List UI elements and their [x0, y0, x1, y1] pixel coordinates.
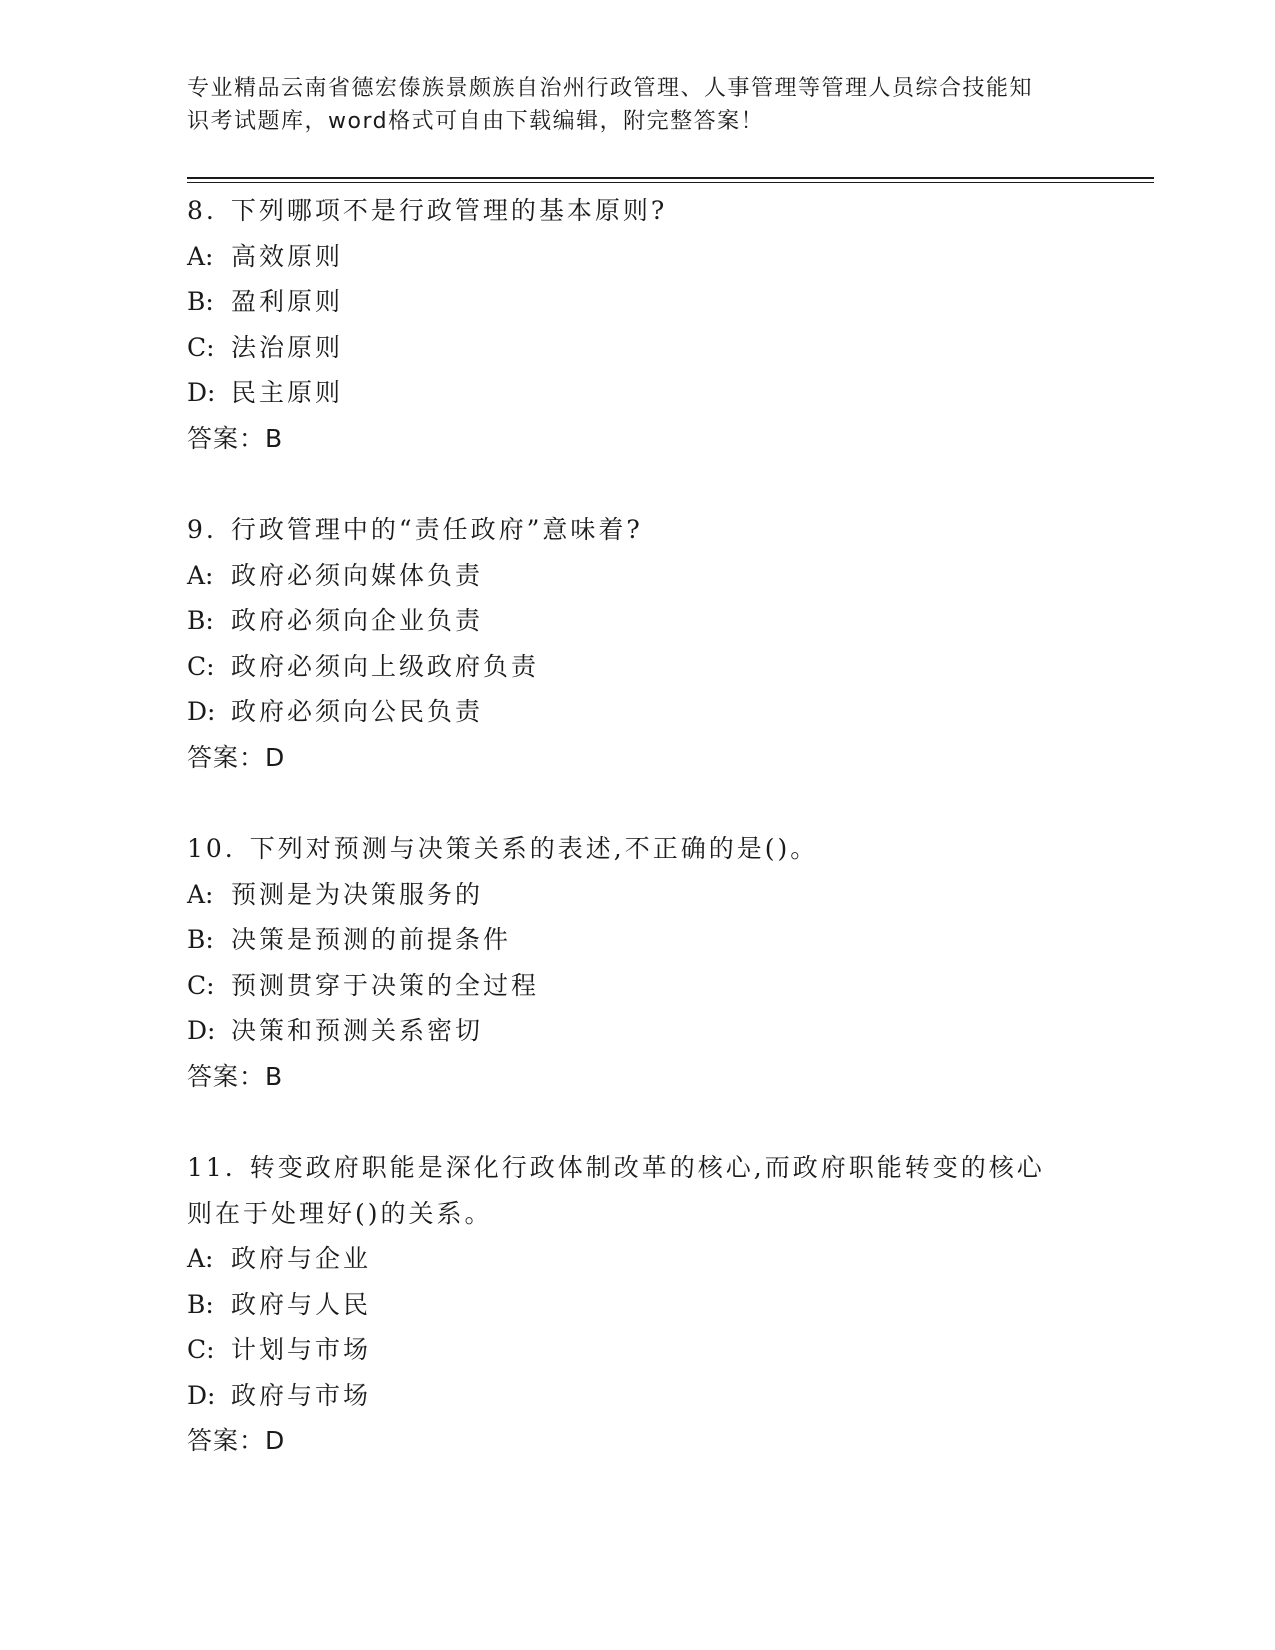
question-stem: [187, 1145, 1087, 1191]
option-b: [187, 598, 1087, 644]
option-key: C:: [187, 1335, 215, 1364]
option-d: [187, 1373, 1087, 1419]
option-text: 政府与人民: [231, 1289, 372, 1319]
option-key: C:: [187, 651, 215, 681]
option-text: 决策是预测的前提条件: [231, 925, 512, 954]
option-a: [187, 553, 1087, 599]
question-11: [187, 1145, 1087, 1464]
option-a: [187, 1236, 1087, 1282]
option-key: D:: [187, 697, 216, 726]
option-a: [187, 872, 1087, 918]
option-key: D:: [187, 1380, 216, 1410]
option-d: [187, 689, 1087, 735]
option-key: A:: [187, 241, 214, 271]
option-key: D:: [187, 378, 216, 407]
option-key: B:: [187, 1289, 214, 1319]
question-text: 下列对预测与决策关系的表述,不正确的是()。: [249, 834, 819, 863]
option-text: 民主原则: [231, 378, 344, 407]
question-number: 11.: [187, 1153, 236, 1182]
question-number: 10.: [187, 834, 236, 863]
option-key: C:: [187, 970, 215, 1000]
option-b: [187, 279, 1087, 325]
question-stem: [187, 188, 1087, 234]
option-text: 政府必须向媒体负责: [231, 560, 484, 590]
option-key: D:: [187, 1016, 216, 1045]
question-text: 转变政府职能是深化行政体制改革的核心,而政府职能转变的核心: [249, 1153, 1045, 1182]
document-header: [187, 72, 1087, 138]
option-key: A:: [187, 560, 214, 590]
option-key: B:: [187, 606, 214, 635]
question-number: 8.: [187, 196, 217, 225]
option-text: 政府与市场: [231, 1380, 372, 1410]
header-line-2: 识考试题库，word格式可自由下载编辑，附完整答案！: [187, 109, 765, 134]
option-c: [187, 1327, 1087, 1373]
option-c: [187, 644, 1087, 690]
question-stem: [187, 826, 1087, 872]
option-text: 政府必须向上级政府负责: [231, 651, 540, 681]
option-key: A:: [187, 879, 214, 909]
option-text: 政府必须向公民负责: [231, 697, 484, 726]
option-key: C:: [187, 332, 215, 362]
question-text: 行政管理中的“责任政府”意味着?: [230, 515, 643, 544]
question-number: 9.: [187, 515, 217, 544]
question-8: [187, 188, 1087, 461]
answer: 答案：D: [187, 1426, 286, 1455]
option-text: 计划与市场: [231, 1335, 372, 1364]
option-b: [187, 917, 1087, 963]
question-10: [187, 826, 1087, 1099]
option-key: A:: [187, 1244, 214, 1273]
option-text: 决策和预测关系密切: [231, 1016, 484, 1045]
header-line-1: 专业精品云南省德宏傣族景颇族自治州行政管理、人事管理等管理人员综合技能知: [187, 76, 1034, 101]
option-text: 预测是为决策服务的: [231, 879, 484, 909]
option-text: 盈利原则: [231, 287, 344, 316]
option-text: 政府必须向企业负责: [231, 606, 484, 635]
option-c: [187, 325, 1087, 371]
option-text: 法治原则: [231, 332, 344, 362]
option-text: 高效原则: [231, 241, 344, 271]
question-stem: [187, 507, 1087, 553]
answer: 答案：D: [187, 742, 286, 772]
option-a: [187, 234, 1087, 280]
option-key: B:: [187, 287, 214, 316]
option-b: [187, 1282, 1087, 1328]
answer: 答案：B: [187, 423, 284, 453]
option-text: 预测贯穿于决策的全过程: [231, 970, 540, 1000]
option-d: [187, 1008, 1087, 1054]
option-d: [187, 370, 1087, 416]
option-c: [187, 963, 1087, 1009]
header-divider-thin: [187, 182, 1154, 183]
answer: 答案：B: [187, 1061, 284, 1091]
question-text: 下列哪项不是行政管理的基本原则?: [230, 196, 668, 225]
question-9: [187, 507, 1087, 780]
option-key: B:: [187, 925, 214, 954]
question-stem-continued: 则在于处理好()的关系。: [187, 1198, 493, 1228]
option-text: 政府与企业: [231, 1244, 372, 1273]
header-divider-thick: [187, 177, 1154, 179]
